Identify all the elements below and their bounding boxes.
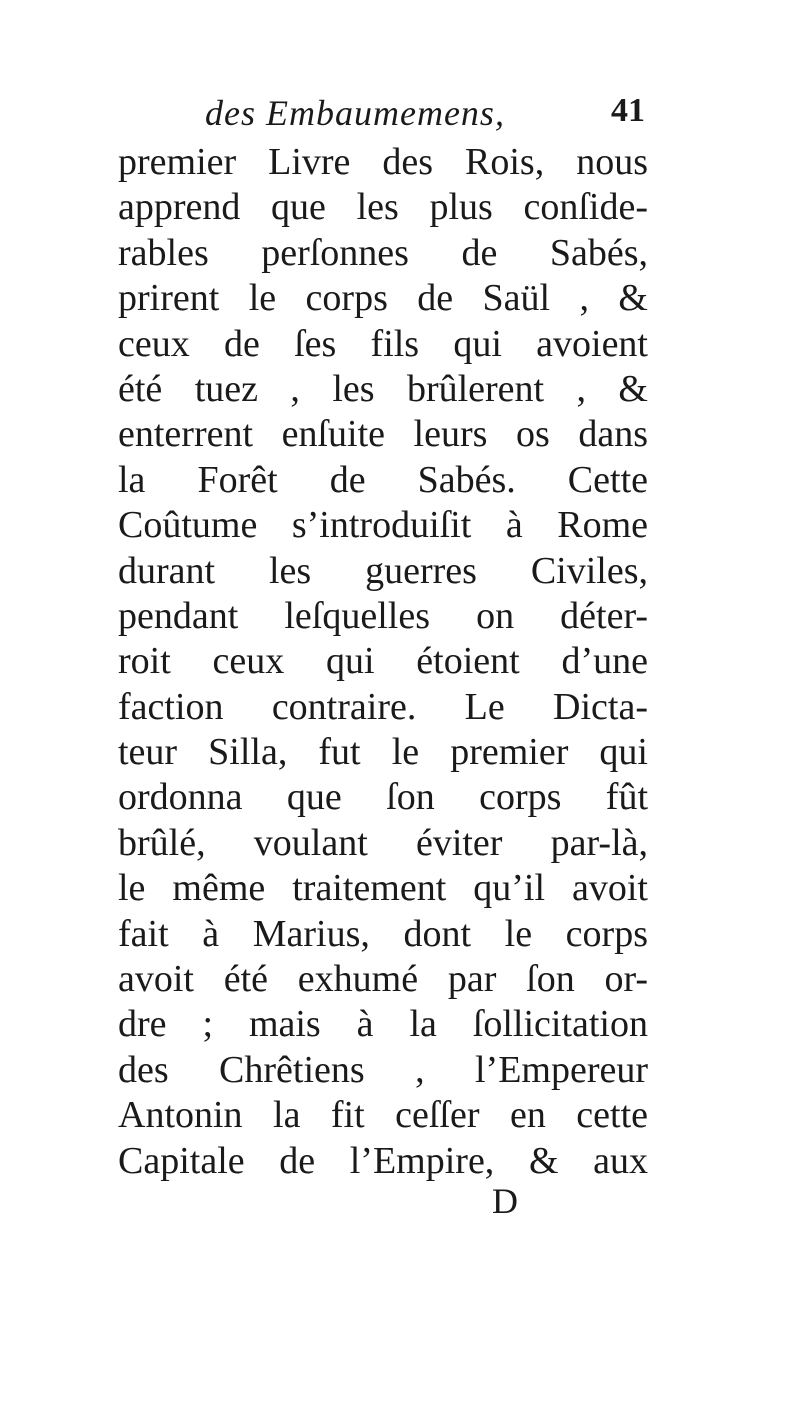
text-line: ceux de ſes fils qui avoient	[118, 322, 648, 365]
text-line: pendant leſquelles on déter-	[118, 594, 648, 637]
text-line: enterrent enſuite leurs os dans	[118, 413, 648, 456]
text-line: la Forêt de Sabés. Cette	[118, 458, 648, 501]
text-line: ordonna que ſon corps fût	[118, 776, 648, 819]
page-number: 41	[611, 92, 645, 129]
text-line: Coûtume s’introduiſit à Rome	[118, 504, 648, 547]
text-line: été tuez , les brûlerent , &	[118, 367, 648, 410]
text-line: premier Livre des Rois, nous	[118, 141, 648, 183]
text-line: fait à Marius, dont le corps	[118, 912, 648, 955]
text-line: durant les guerres Civiles,	[118, 549, 648, 592]
text-line: brûlé, voulant éviter par-là,	[118, 821, 648, 864]
text-line: apprend que les plus conſide-	[118, 186, 648, 229]
text-line: teur Silla, fut le premier qui	[118, 731, 648, 774]
text-line: prirent le corps de Saül , &	[118, 277, 648, 320]
text-line: Antonin la fit ceſſer en cette	[118, 1094, 648, 1137]
text-line: dre ; mais à la ſollicitation	[118, 1003, 648, 1046]
text-line: roit ceux qui étoient d’une	[118, 640, 648, 683]
text-line: des Chrêtiens , l’Empereur	[118, 1048, 648, 1091]
text-line: faction contraire. Le Dicta-	[118, 685, 648, 728]
text-line: Capitale de l’Empire, & aux	[118, 1139, 648, 1182]
text-line: le même traitement qu’il avoit	[118, 867, 648, 910]
body-text	[118, 140, 648, 1184]
running-title: des Embaumemens,	[205, 93, 505, 133]
text-line: avoit été exhumé par ſon or-	[118, 958, 648, 1001]
signature-mark: D	[492, 1181, 518, 1221]
page-header	[205, 92, 645, 142]
text-line: rables perſonnes de Sabés,	[118, 231, 648, 274]
